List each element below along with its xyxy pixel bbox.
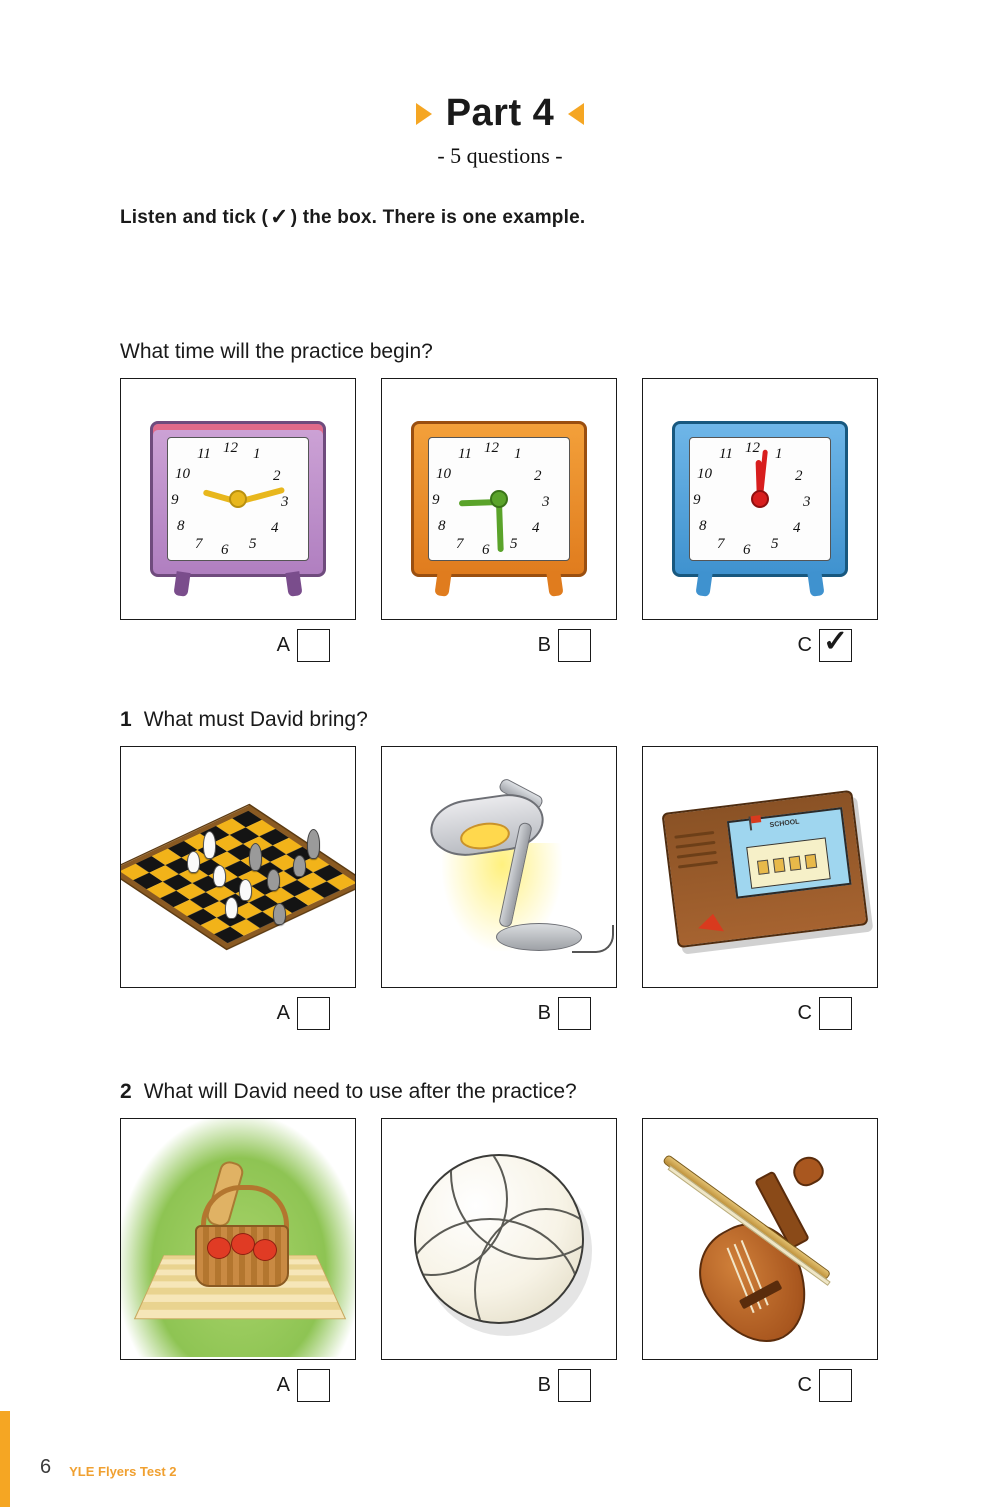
instruction-line bbox=[120, 204, 1000, 229]
options-row bbox=[120, 1118, 880, 1402]
picture-picnic-basket bbox=[120, 1118, 356, 1360]
question-1-heading bbox=[120, 708, 880, 732]
instruction-after: ) the box. There is one example. bbox=[290, 207, 586, 228]
option-cell-c[interactable] bbox=[642, 378, 880, 662]
option-letter-b: B bbox=[537, 634, 551, 656]
option-letter-a: A bbox=[276, 634, 290, 656]
option-b[interactable] bbox=[381, 1369, 619, 1402]
picture-volleyball bbox=[381, 1118, 617, 1360]
question-2-prompt: What will David need to use after the practice? bbox=[143, 1080, 577, 1103]
instruction-before: Listen and tick ( bbox=[120, 207, 269, 228]
options-row bbox=[120, 378, 880, 662]
option-b[interactable] bbox=[381, 997, 619, 1030]
question-example-heading bbox=[120, 340, 880, 364]
question-1 bbox=[120, 708, 880, 1030]
checkbox-b[interactable] bbox=[558, 629, 591, 662]
option-c[interactable] bbox=[642, 997, 880, 1030]
page-title bbox=[0, 92, 1000, 135]
picture-clock-blue: 12 1 2 3 4 5 6 7 8 9 10 11 bbox=[642, 378, 878, 620]
question-example-prompt: What time will the practice begin? bbox=[120, 340, 433, 363]
school-sign: SCHOOL bbox=[769, 818, 800, 830]
option-cell-a[interactable] bbox=[120, 1118, 358, 1402]
options-row bbox=[120, 746, 880, 1030]
option-letter-c: C bbox=[797, 1002, 812, 1024]
option-a[interactable] bbox=[120, 997, 358, 1030]
page-number: 6 bbox=[40, 1456, 52, 1478]
checkbox-a[interactable] bbox=[297, 1369, 330, 1402]
checkbox-a[interactable] bbox=[297, 629, 330, 662]
option-c[interactable] bbox=[642, 1369, 880, 1402]
questions-count: - 5 questions - bbox=[437, 143, 563, 168]
question-1-prompt: What must David bring? bbox=[143, 708, 368, 731]
violin-scroll bbox=[788, 1152, 828, 1191]
volleyball-icon bbox=[414, 1154, 584, 1324]
option-cell-b[interactable] bbox=[381, 378, 619, 662]
triangle-right-icon bbox=[568, 103, 584, 125]
option-cell-a[interactable] bbox=[120, 378, 358, 662]
part-title-text: Part 4 bbox=[445, 92, 555, 134]
book-illustration bbox=[727, 807, 852, 899]
option-a[interactable] bbox=[120, 629, 358, 662]
option-letter-b: B bbox=[537, 1374, 551, 1396]
option-cell-a[interactable] bbox=[120, 746, 358, 1030]
question-1-number: 1 bbox=[120, 708, 132, 731]
option-letter-a: A bbox=[276, 1002, 290, 1024]
checkbox-c[interactable] bbox=[819, 625, 852, 662]
picture-clock-orange: 12 1 2 3 4 5 6 7 8 9 10 11 bbox=[381, 378, 617, 620]
picture-desk-lamp bbox=[381, 746, 617, 988]
footer-accent-bar bbox=[0, 1411, 10, 1507]
tick-icon: ✓ bbox=[270, 204, 289, 229]
checkbox-b[interactable] bbox=[558, 1369, 591, 1402]
option-letter-c: C bbox=[797, 634, 812, 656]
option-cell-c[interactable] bbox=[642, 746, 880, 1030]
triangle-left-icon bbox=[416, 103, 432, 125]
question-2 bbox=[120, 1080, 880, 1402]
question-2-number: 2 bbox=[120, 1080, 132, 1103]
book-icon bbox=[661, 790, 868, 948]
school-building bbox=[746, 837, 831, 888]
bookmark-triangle-icon bbox=[698, 912, 726, 931]
option-letter-b: B bbox=[537, 1002, 551, 1024]
worksheet-page bbox=[0, 92, 1000, 1507]
checkmark-icon: ✓ bbox=[823, 625, 849, 658]
option-c[interactable] bbox=[642, 625, 880, 662]
lamp-cord bbox=[572, 925, 614, 953]
picture-school-book bbox=[642, 746, 878, 988]
picture-chess-board bbox=[120, 746, 356, 988]
apple-icon bbox=[207, 1237, 231, 1259]
option-a[interactable] bbox=[120, 1369, 358, 1402]
picture-violin bbox=[642, 1118, 878, 1360]
question-example bbox=[120, 340, 880, 662]
checkbox-b[interactable] bbox=[558, 997, 591, 1030]
book-text-lines bbox=[674, 831, 721, 891]
chess-board-icon bbox=[120, 805, 356, 948]
option-letter-a: A bbox=[276, 1374, 290, 1396]
apple-icon bbox=[253, 1239, 277, 1261]
option-letter-c: C bbox=[797, 1374, 812, 1396]
footer-text: YLE Flyers Test 2 bbox=[69, 1464, 177, 1479]
option-b[interactable] bbox=[381, 629, 619, 662]
option-cell-b[interactable] bbox=[381, 1118, 619, 1402]
checkbox-a[interactable] bbox=[297, 997, 330, 1030]
footer bbox=[40, 1456, 177, 1479]
picture-clock-purple: 12 1 2 3 4 5 6 7 8 9 10 11 bbox=[120, 378, 356, 620]
option-cell-b[interactable] bbox=[381, 746, 619, 1030]
option-cell-c[interactable] bbox=[642, 1118, 880, 1402]
checkbox-c[interactable] bbox=[819, 997, 852, 1030]
lamp-base bbox=[496, 923, 582, 951]
question-2-heading bbox=[120, 1080, 880, 1104]
checkbox-c[interactable] bbox=[819, 1369, 852, 1402]
apple-icon bbox=[231, 1233, 255, 1255]
